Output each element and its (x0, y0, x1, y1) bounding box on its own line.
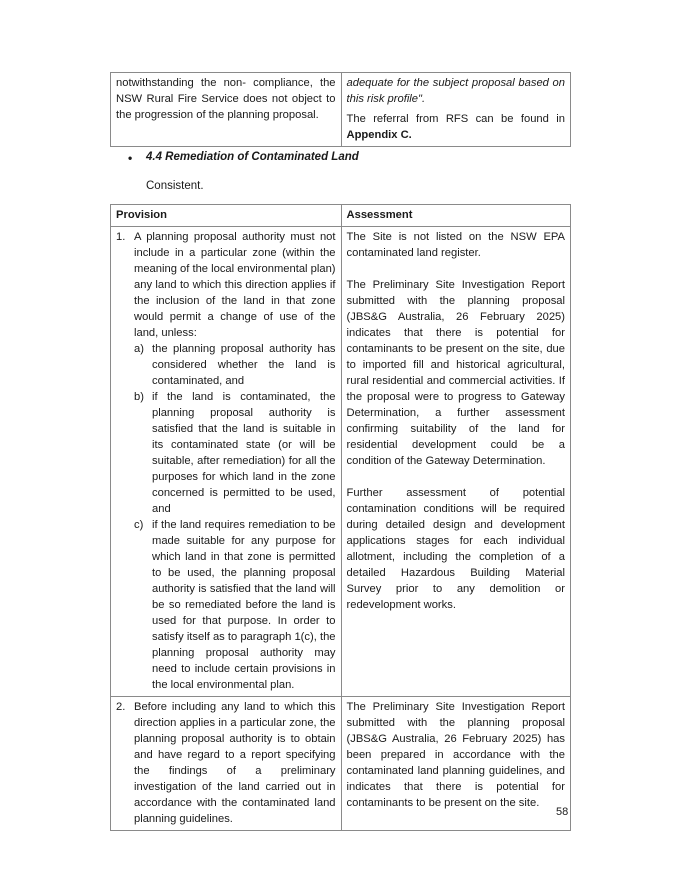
assessment-paragraph: The Preliminary Site Investigation Report submitted with the planning proposal (JBS&G Australia, 26 February 2025) has been prepared in accordance with the contaminated land planning guidelines, and indicates that there is potential for contaminants to be present on the site. (346, 701, 565, 809)
sub-item: c) if the land requires remediation to be made suitable for any purpose for which land in that zone is permitted to be used, the planning proposal authority is satisfied that the land will be so remediated before the land is used for that purpose. In order to satisfy itself as to paragraph 1(c), the planning proposal authority may need to include certain provisions in the local environmental plan. (134, 519, 336, 691)
assessment-cell (341, 227, 570, 697)
section-heading: 4.4 Remediation of Contaminated Land (146, 151, 359, 163)
bullet-icon: • (128, 151, 133, 165)
table-header-row (111, 205, 571, 227)
continued-table (110, 72, 571, 147)
provision-cell (111, 73, 342, 147)
header-provision: Provision (111, 205, 342, 227)
assessment-paragraph: Further assessment of potential contamination conditions will be required during detailed design and development applications stages for each individual allotment, including the completion of a detailed Hazardous Building Material Survey prior to any demolition or redevelopment works. (346, 487, 565, 611)
consistency-status: Consistent. (146, 180, 204, 192)
sub-item: a) the planning proposal authority has considered whether the land is contaminated, and (134, 343, 336, 387)
assessment-cell (341, 697, 570, 831)
appendix-reference: Appendix C. (346, 129, 412, 141)
provision-cell (111, 227, 342, 697)
assessment-cell (341, 73, 570, 147)
sub-item: b) if the land is contaminated, the planning proposal authority is satisfied that the land is suitable in its contaminated state (or will be suitable, after remediation) for all the purposes for which land in the zone concerned is permitted to be used, and (134, 391, 336, 515)
table-row (111, 73, 571, 147)
provision-text: A planning proposal authority must not include in a particular zone (within the meaning of the local environmental plan) any land to which this direction applies if the inclusion of the land in that zone would permit a change of use of the land, unless: (134, 231, 336, 339)
header-assessment: Assessment (341, 205, 570, 227)
item-number: 2. (116, 701, 126, 713)
assessment-paragraph: The Site is not listed on the NSW EPA contaminated land register. (346, 231, 565, 259)
provision-cell (111, 697, 342, 831)
item-number: 1. (116, 231, 126, 243)
assessment-paragraph: The Preliminary Site Investigation Report submitted with the planning proposal (JBS&G Australia, 26 February 2025) indicates that there is potential for contaminants to be present on the site, due to imported fill and historical agricultural, rural residential and commercial activities. If the proposal were to progress to Gateway Determination, a further assessment confirming suitability of the land for residential development could be a condition of the Gateway Determination. (346, 279, 565, 467)
table-row (111, 227, 571, 697)
provision-text: Before including any land to which this direction applies in a particular zone, the planning proposal authority is to obtain and have regard to a report specifying the findings of a preliminary investigation of the land carried out in accordance with the contaminated land planning guidelines. (134, 701, 336, 825)
rfs-quote: adequate for the subject proposal based on this risk profile". (346, 77, 565, 105)
cell-text: notwithstanding the non- compliance, the NSW Rural Fire Service does not object to the progression of the planning proposal. (116, 77, 336, 121)
provision-assessment-table (110, 204, 571, 831)
referral-note: The referral from RFS can be found in Appendix C. (346, 113, 565, 141)
page-number: 58 (556, 806, 569, 818)
table-row (111, 697, 571, 831)
